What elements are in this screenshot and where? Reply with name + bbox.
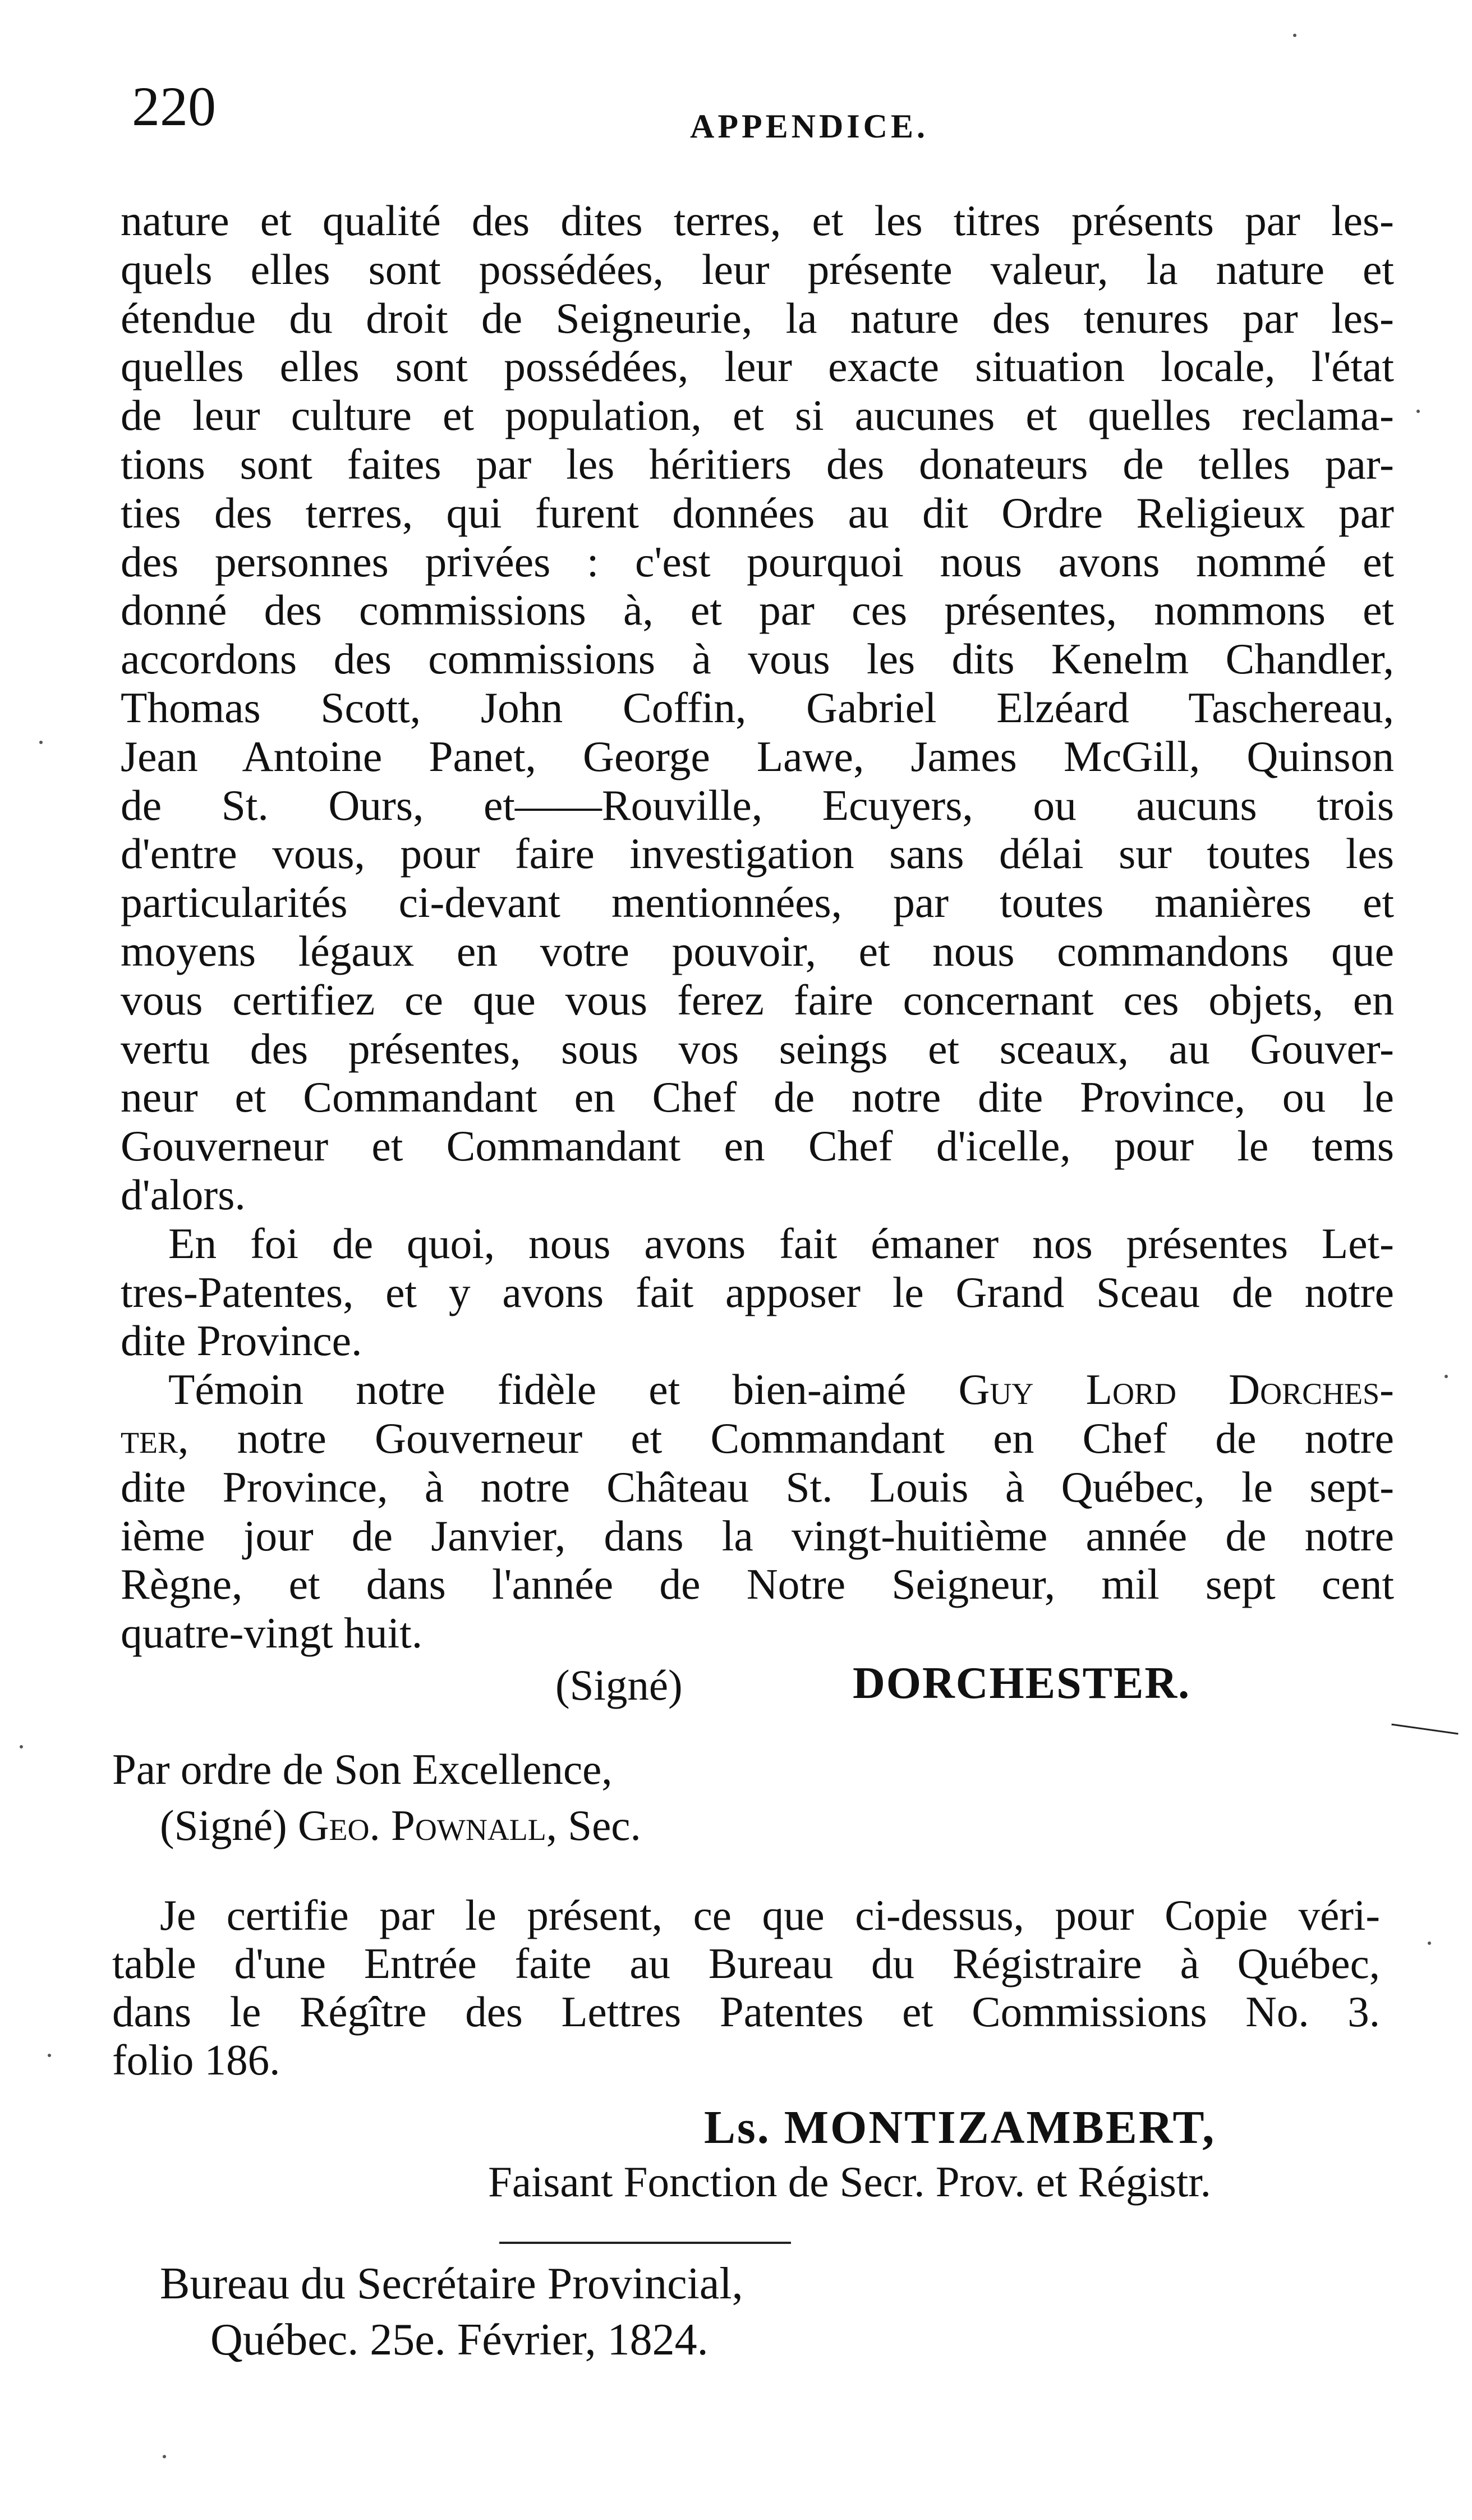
ink-speck bbox=[1428, 1941, 1431, 1945]
ink-speck bbox=[1293, 34, 1296, 37]
text-line: folio 186. bbox=[112, 2036, 280, 2084]
text-line: neur et Commandant en Chef de notre dite Province, ou le bbox=[121, 1073, 1394, 1122]
ink-speck bbox=[20, 1745, 23, 1748]
witness-lines bbox=[121, 1463, 1394, 1658]
signature-dorchester: DORCHESTER. bbox=[853, 1659, 1191, 1708]
ink-speck bbox=[163, 2455, 166, 2458]
text-line: étendue du droit de Seigneurie, la nature des tenures par les- bbox=[121, 293, 1394, 342]
order-line: Par ordre de Son Excellence, bbox=[112, 1745, 613, 1793]
page-header bbox=[132, 75, 1416, 157]
text-line: vertu des présentes, sous vos seings et sceaux, au Gouver- bbox=[121, 1024, 1394, 1073]
paragraph-commission bbox=[121, 196, 1394, 1219]
text-line: quels elles sont possédées, leur présente valeur, la nature et bbox=[121, 245, 1394, 293]
certificate-paragraph bbox=[112, 1891, 1380, 2084]
text-line: Règne, et dans l'année de Notre Seigneur, mil sept cent bbox=[121, 1560, 1394, 1609]
witness-line bbox=[121, 1414, 1394, 1463]
text-line: ties des terres, qui furent données au dit Ordre Religieux par bbox=[121, 488, 1394, 537]
witness-text: Témoin notre fidèle et bien-aimé bbox=[168, 1365, 959, 1414]
text-line: de leur culture et population, et si aucunes et quelles reclama- bbox=[121, 391, 1394, 440]
paragraph-attestation bbox=[121, 1219, 1394, 1365]
dateline-office: Bureau du Secrétaire Provincial, bbox=[160, 2259, 743, 2308]
text-line: dans le Régître des Lettres Patentes et Commissions No. 3. bbox=[112, 1987, 1380, 2036]
text-line: ième jour de Janvier, dans la vingt-huitième année de notre bbox=[121, 1511, 1394, 1560]
text-line: tres-Patentes, et y avons fait apposer le Grand Sceau de notre bbox=[121, 1268, 1394, 1316]
text-line: quelles elles sont possédées, leur exacte situation locale, l'état bbox=[121, 342, 1394, 391]
ink-speck bbox=[48, 2054, 51, 2057]
text-line: Jean Antoine Panet, George Lawe, James McGill, Quinson bbox=[121, 732, 1394, 781]
text-line: Gouverneur et Commandant en Chef d'icelle, pour le tems bbox=[121, 1122, 1394, 1171]
governor-name: Guy Lord Dorches- bbox=[958, 1365, 1394, 1414]
ink-speck bbox=[39, 741, 43, 744]
text-line: donné des commissions à, et par ces présentes, nommons et bbox=[121, 586, 1394, 635]
text-line: particularités ci-devant mentionnées, par toutes manières et bbox=[121, 878, 1394, 927]
signature-title: Faisant Fonction de Secr. Prov. et Régistr. bbox=[488, 2158, 1211, 2206]
ink-speck bbox=[1416, 410, 1420, 413]
signed-label: (Signé) bbox=[160, 1801, 287, 1849]
text-line: Je certifie par le présent, ce que ci-dessus, pour Copie véri- bbox=[160, 1891, 1380, 1939]
text-line: Thomas Scott, John Coffin, Gabriel Elzéard Taschereau, bbox=[121, 683, 1394, 732]
text-line: table d'une Entrée faite au Bureau du Régistraire à Québec, bbox=[112, 1939, 1380, 1987]
text-line: de St. Ours, et——Rouville, Ecuyers, ou aucuns trois bbox=[121, 781, 1394, 829]
ink-speck bbox=[1445, 1375, 1448, 1378]
text-line: dite Province. bbox=[121, 1316, 362, 1365]
dateline-date: Québec. 25e. Février, 1824. bbox=[210, 2315, 709, 2365]
text-line: d'entre vous, pour faire investigation sans délai sur toutes les bbox=[121, 829, 1394, 878]
governor-name-end: ter bbox=[121, 1413, 178, 1462]
text-line: d'alors. bbox=[121, 1170, 246, 1219]
signer-suffix: Sec. bbox=[568, 1801, 641, 1849]
page-number: 220 bbox=[132, 75, 216, 137]
text-line: des personnes privées : c'est pourquoi nous avons nommé et bbox=[121, 537, 1394, 586]
text-line: tions sont faites par les héritiers des donateurs de telles par- bbox=[121, 439, 1394, 488]
running-head: APPENDICE. bbox=[690, 108, 929, 145]
order-signature bbox=[160, 1801, 641, 1849]
witness-text: , notre Gouverneur et Commandant en Chef de notre bbox=[178, 1413, 1394, 1462]
margin-mark bbox=[1391, 1724, 1458, 1735]
divider-line bbox=[499, 2242, 791, 2244]
signer-name: Geo. Pownall, bbox=[297, 1801, 558, 1849]
text-line: moyens légaux en votre pouvoir, et nous commandons que bbox=[121, 926, 1394, 975]
signed-label: (Signé) bbox=[555, 1661, 683, 1709]
paragraph-witness bbox=[121, 1365, 1394, 1658]
text-line: nature et qualité des dites terres, et les titres présents par les- bbox=[121, 196, 1394, 245]
text-line: quatre-vingt huit. bbox=[121, 1609, 423, 1658]
text-line: dite Province, à notre Château St. Louis à Québec, le sept- bbox=[121, 1462, 1394, 1511]
main-text bbox=[121, 196, 1394, 1658]
text-line: accordons des commissions à vous les dits Kenelm Chandler, bbox=[121, 635, 1394, 683]
witness-line bbox=[121, 1365, 1394, 1414]
signature-montizambert: Ls. MONTIZAMBERT, bbox=[704, 2101, 1216, 2154]
text-line: En foi de quoi, nous avons fait émaner nos présentes Let- bbox=[168, 1219, 1394, 1268]
text-line: vous certifiez ce que vous ferez faire concernant ces objets, en bbox=[121, 975, 1394, 1024]
